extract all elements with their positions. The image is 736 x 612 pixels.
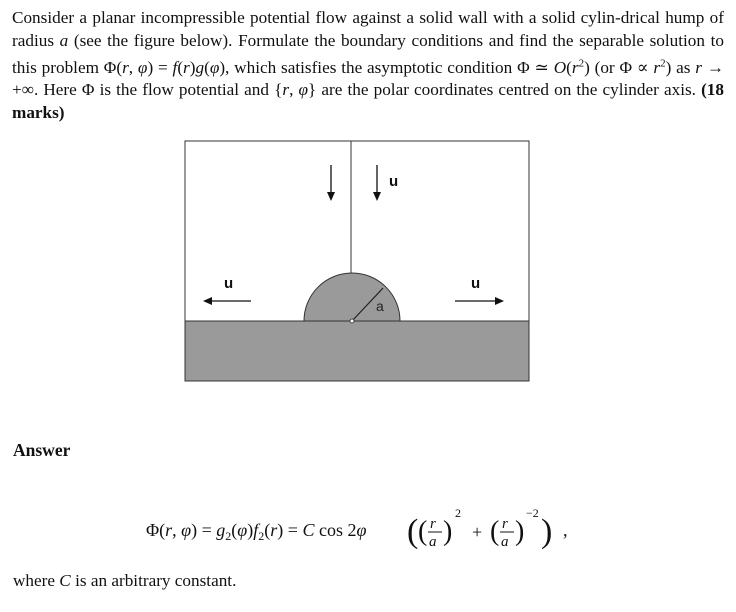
- right-velocity-label: u: [471, 275, 481, 292]
- frac-1-den: a: [429, 534, 437, 550]
- frac-2-den: a: [501, 534, 509, 550]
- paren-2-open: (: [490, 516, 500, 547]
- problem-text: Consider a planar incompressible potential flow against a solid wall with a solid cylin-drical hump of radius a (see the figure below). Formulate the boundary conditions and find the separable solution to this problem Φ(r, φ) = f(r)g(φ), which satisfies the asymptotic condition Φ ≃ $O(r^2)$ (or $\Phi \propto r^2$) as r → +∞. Here Φ is the flow potential and {r, φ} are the polar coordinates centred on the cylinder axis.: [12, 8, 725, 100]
- equation-comma: ,: [563, 520, 568, 540]
- top-velocity-label: u: [389, 173, 399, 190]
- paren-1-open: (: [418, 516, 428, 547]
- exp-1: 2: [455, 506, 461, 520]
- big-right-paren: ): [541, 513, 553, 550]
- problem-statement: [12, 7, 724, 124]
- marks-label: (18 marks): [12, 80, 724, 122]
- plus-sign: +: [472, 522, 483, 542]
- flow-diagram: [184, 140, 531, 383]
- answer-equation: [0, 498, 736, 560]
- left-velocity-label: u: [224, 275, 234, 292]
- paren-2-close: ): [515, 516, 525, 547]
- radius-label: a: [376, 298, 384, 314]
- flow-figure: [184, 140, 531, 387]
- paren-1-close: ): [443, 516, 453, 547]
- answer-heading: Answer: [13, 440, 71, 460]
- frac-1-num: r: [430, 516, 436, 532]
- exp-2: −2: [526, 506, 539, 520]
- cylinder-axis-point: [350, 319, 354, 323]
- equation-render: [0, 498, 736, 560]
- equation-lhs: Φ(r, $\varphi) = g_2(\varphi)f_2(r) = C$ cos 2φ: [146, 520, 367, 543]
- frac-2-num: r: [502, 516, 508, 532]
- solid-wall: [185, 321, 529, 381]
- answer-note: where C is an arbitrary constant.: [13, 571, 237, 590]
- big-left-paren: (: [407, 513, 419, 550]
